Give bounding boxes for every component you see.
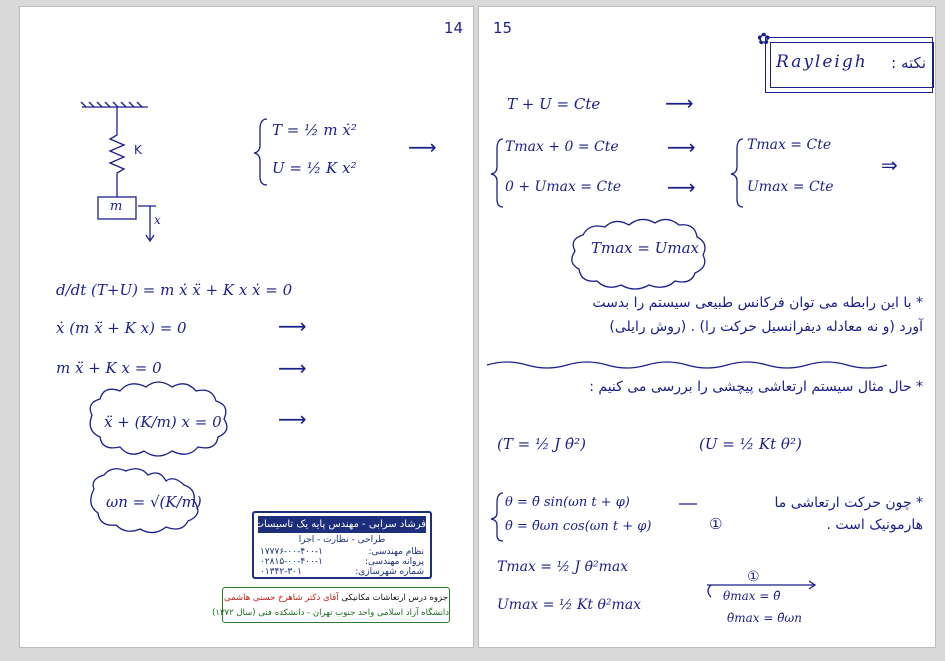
spring-label: K <box>134 143 142 157</box>
rotational-kinetic-eq: (T = ½ J θ̇²) <box>497 435 586 453</box>
umax-rot-eq: Umax = ½ Kt θ²max <box>497 597 642 613</box>
theta-motion-eq: θ = θ̄ sin(ωn t + φ) <box>505 495 630 510</box>
umax-const: Umax = Cte <box>747 179 834 195</box>
arrow-right-icon: ⟶ <box>278 407 307 431</box>
theta-dot-max-eq: θ̇max = θ̄ωn <box>727 611 802 625</box>
theta-max-eq: θmax = θ̄ <box>723 589 781 603</box>
tip-word: Rayleigh <box>776 52 868 72</box>
energy-conservation-eq: T + U = Cte <box>507 95 601 113</box>
tip-label: نکته : <box>891 54 926 72</box>
note-rayleigh-line-2: آورد (و نه معادله دیفرانسیل حرکت را) . (روش رایلی) <box>609 319 923 335</box>
theta-dot-eq: θ̇ = θ̄ωn cos(ωn t + φ) <box>505 519 652 534</box>
stamp-row-value: ۰۲۸۱۵-۰۰-۴۰۰-۱ <box>260 557 323 567</box>
factored-eq: ẋ (m ẍ + K x) = 0 <box>56 319 187 337</box>
left-notebook-page <box>19 6 474 648</box>
note-harmonic-line-1: * چون حرکت ارتعاشی ما <box>774 495 923 511</box>
credit-course: جزوه درس ارتعاشات مکانیکی <box>341 593 448 603</box>
equation-of-motion: ẍ + (K/m) x = 0 <box>104 413 222 431</box>
arrow-right-icon: ⟶ <box>278 356 307 380</box>
tmax-const: Tmax = Cte <box>747 137 832 153</box>
flower-icon: ✿ <box>757 29 771 48</box>
note-torsional-example: * حال مثال سیستم ارتعاشی پیچشی را بررسی می کنیم : <box>589 379 923 395</box>
rotational-potential-eq: (U = ½ Kt θ²) <box>699 435 802 453</box>
potential-energy-eq: U = ½ K x² <box>272 159 357 177</box>
tmax-rot-eq: Tmax = ½ J θ̇²max <box>497 559 629 575</box>
arrow-right-icon: ⟶ <box>667 135 696 159</box>
credit-lecturer: آقای دکتر شاهرخ حسنی هاشمی <box>224 593 339 603</box>
page-number: 14 <box>444 19 464 37</box>
natural-frequency-eq: ωn = √(K/m) <box>106 493 202 511</box>
stamp-row-value: ۰۱۳۴۲-۳۰۱ <box>260 567 302 577</box>
arrow-right-icon: ⟶ <box>278 314 307 338</box>
stamp-role: طراحی - نظارت - اجرا <box>298 535 386 545</box>
derivative-eq: d/dt (T+U) = m ẋ ẍ + K x ẋ = 0 <box>56 281 293 299</box>
rayleigh-eq: Tmax = Umax <box>591 239 700 257</box>
credit-line-1 <box>223 593 449 603</box>
implies-icon: ⇒ <box>881 153 898 177</box>
umax-eq: 0 + Umax = Cte <box>505 179 622 195</box>
stamp-row-label: شماره شهرسازی: <box>355 567 424 577</box>
arrow-right-icon: ⟶ <box>667 175 696 199</box>
displacement-label: x <box>154 213 161 227</box>
course-credit-box <box>212 587 450 623</box>
credit-line-2: دانشگاه آزاد اسلامی واحد جنوب تهران - دانشکده فنی (سال ۱۳۷۲) <box>212 608 449 618</box>
stamp-name: فرشاد سرابی - مهندس پایه یک تاسیسات مکانیکی <box>258 516 426 533</box>
tmax-eq: Tmax + 0 = Cte <box>505 139 619 155</box>
stamp-row-value: ۱۷۷۷۶-۰۰-۴۰۰-۱ <box>260 547 323 557</box>
note-harmonic-line-2: هارمونیک است . <box>826 517 923 533</box>
stamp-row-label: نظام مهندسی: <box>368 547 424 557</box>
kinetic-energy-eq: T = ½ m ẋ² <box>272 121 357 139</box>
engineer-stamp <box>217 511 432 579</box>
mass-label: m <box>110 199 123 214</box>
circled-number: ① <box>747 569 760 585</box>
note-rayleigh-line-1: * با این رابطه می توان فرکانس طبیعی سیستم را بدست <box>592 295 923 311</box>
page-number: 15 <box>493 19 513 37</box>
reduced-eq: m ẍ + K x = 0 <box>56 359 162 377</box>
right-notebook-page <box>478 6 936 648</box>
stamp-row-label: پروانه مهندسی: <box>365 557 424 567</box>
circled-number: ① <box>709 515 723 533</box>
arrow-right-icon: ⟶ <box>408 135 437 159</box>
arrow-right-icon: ⟶ <box>665 91 694 115</box>
